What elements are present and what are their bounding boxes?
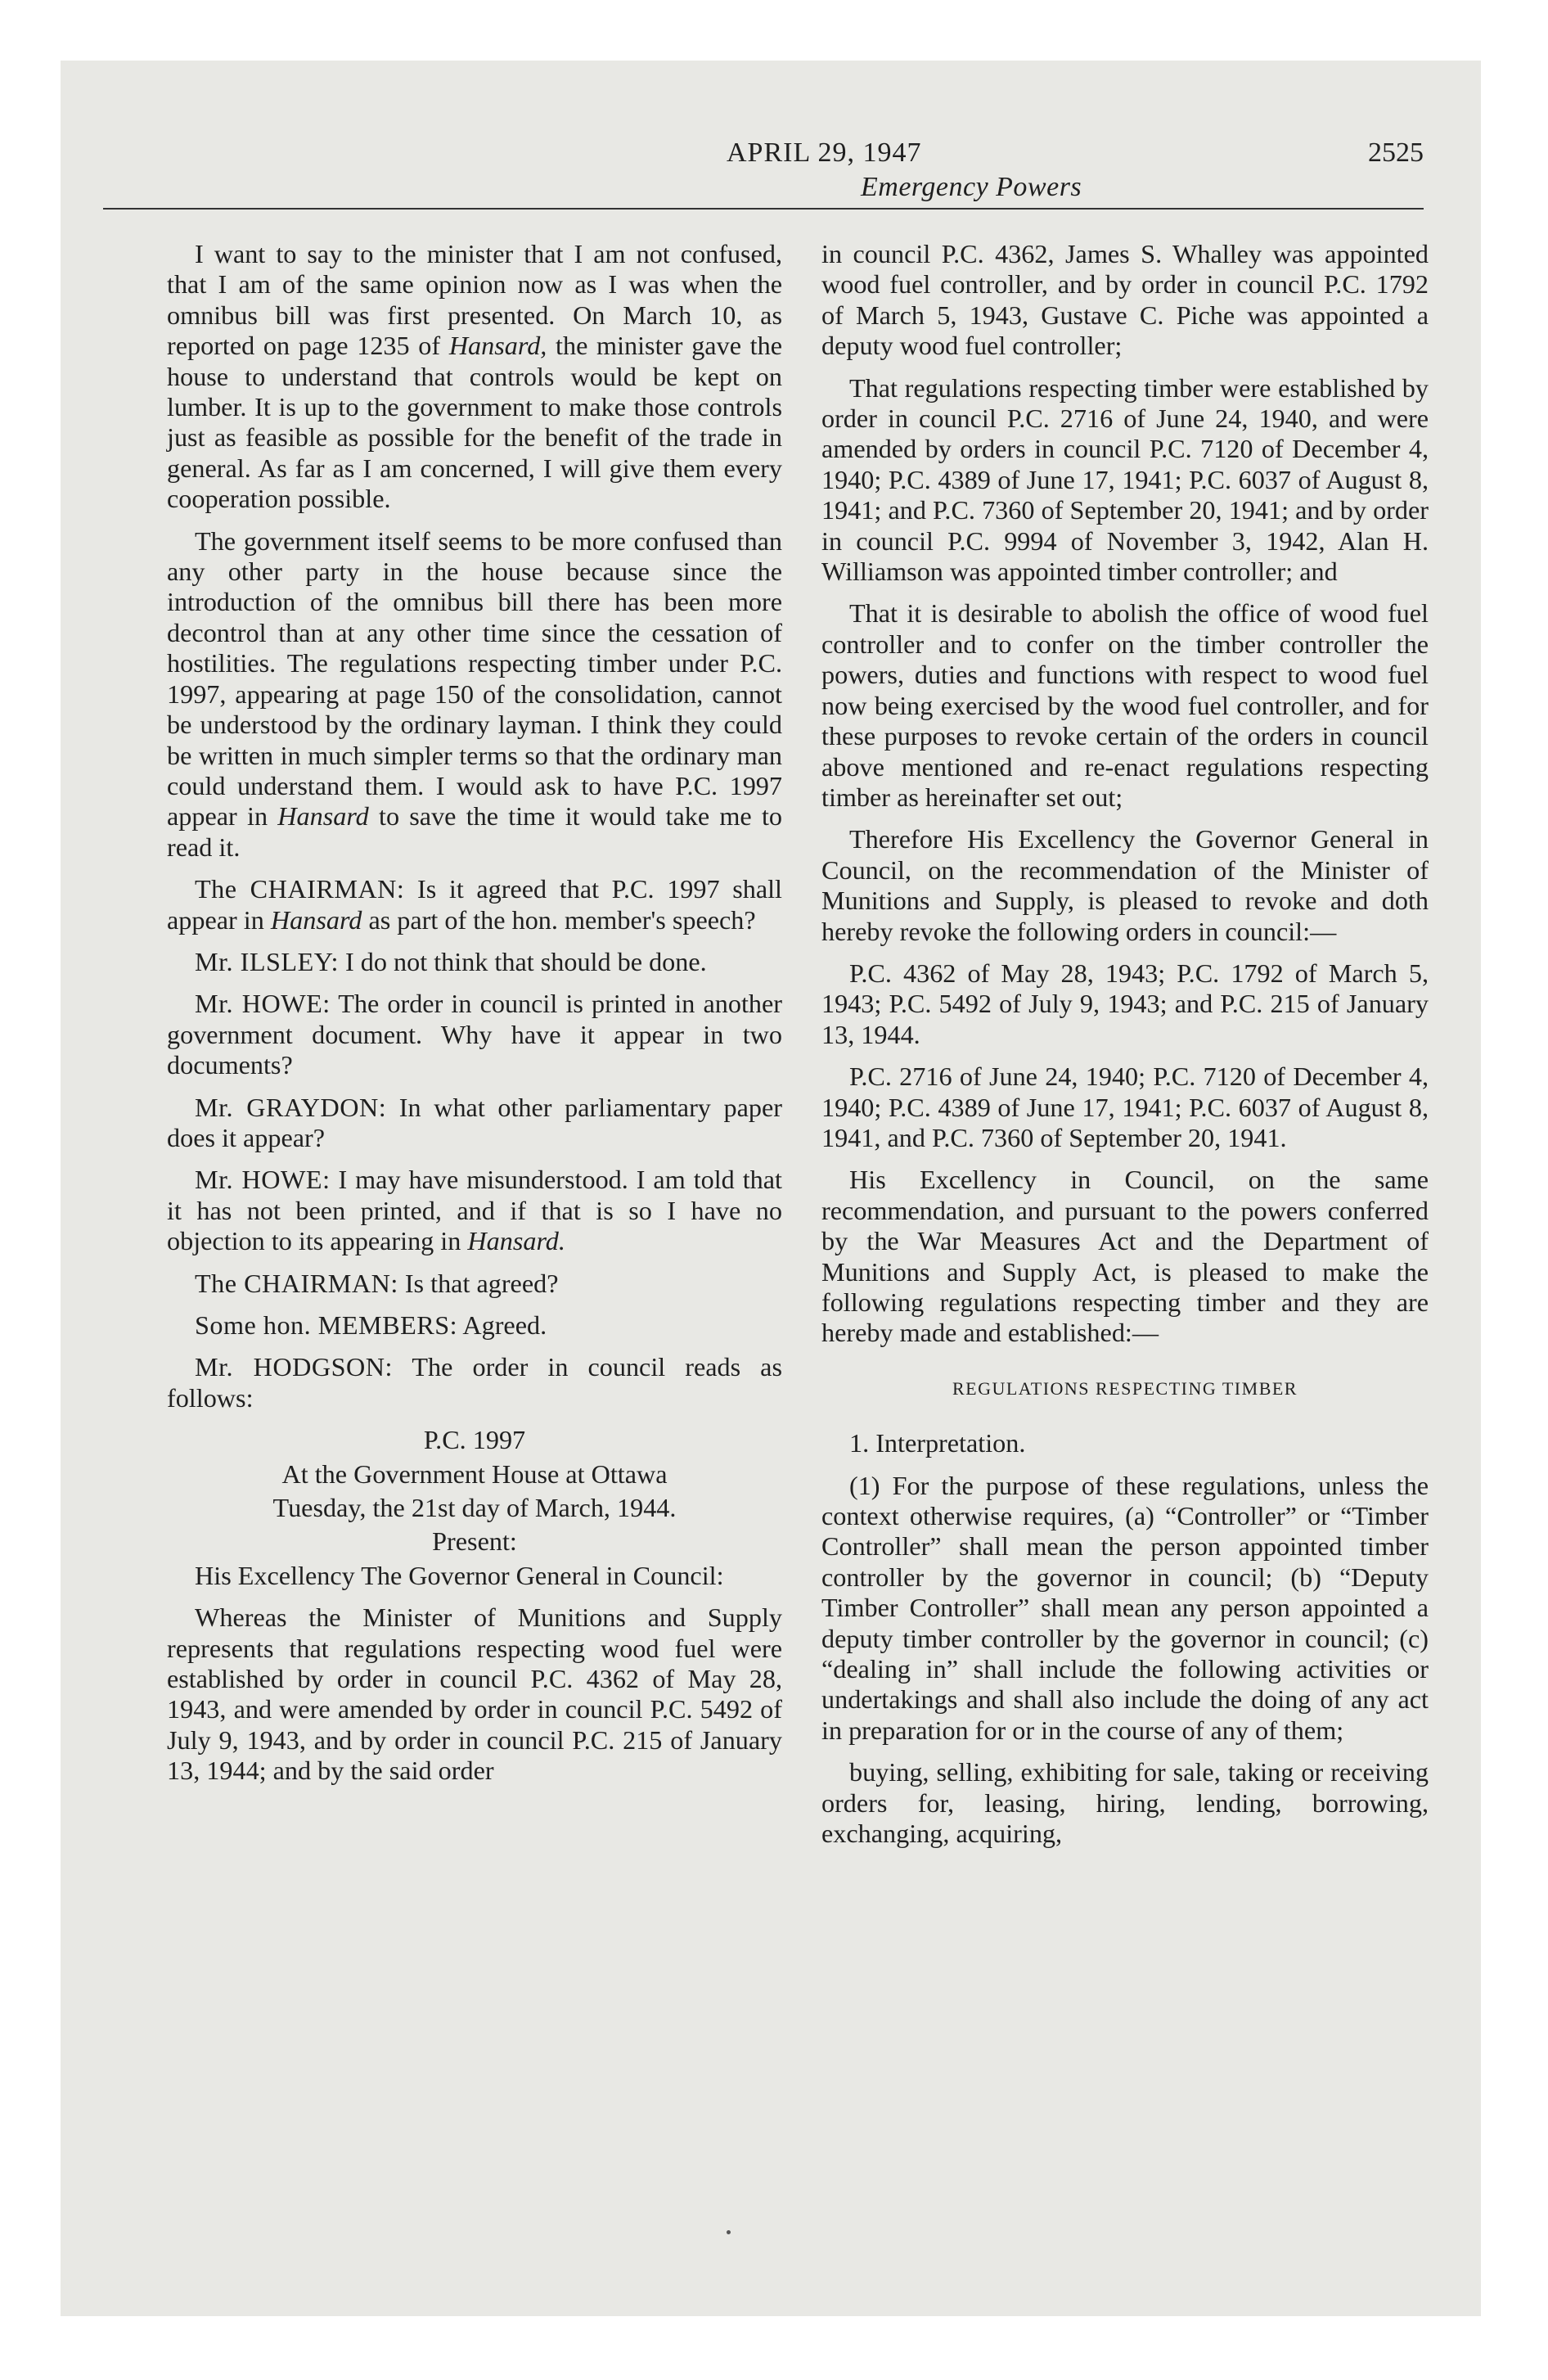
order-present: Present: <box>432 1526 517 1557</box>
paragraph: That regulations respecting timber were established by order in council P.C. 2716 of June 24, 1940, and were amended by orders in council P.C. 7120 of December 4, 1940; P.C. 4389 of June 17, 1941; P.C. 6037 of August 8, 1941; and P.C. 7360 of September 20, 1941; and by order in council P.C. 9994 of November 3, 1942, Alan H. Williamson was appointed timber controller; and <box>821 372 1429 587</box>
speech-members: Some hon. MEMBERS: Agreed. <box>195 1310 547 1340</box>
page-number: 2525 <box>1368 137 1424 168</box>
paragraph: P.C. 4362 of May 28, 1943; P.C. 1792 of March 5, 1943; P.C. 5492 of July 9, 1943; and P.C. 215 of January 13, 1944. <box>821 958 1429 1049</box>
speech-chairman: The CHAIRMAN: Is it agreed that P.C. 1997 shall appear in Hansard as part of the hon. member's speech? <box>167 874 782 935</box>
right-column <box>821 239 1429 1861</box>
header-date: APRIL 29, 1947 <box>727 137 922 168</box>
order-date: Tuesday, the 21st day of March, 1944. <box>272 1493 677 1523</box>
paragraph: (1) For the purpose of these regulations, unless the context otherwise requires, (a) “Controller” or “Timber Controller” shall mean the person appointed timber controller by the governor in council; (b) “Deputy Timber Controller” shall mean any person appointed a deputy timber controller by the governor in council; (c) “dealing in” shall include the following activities or undertakings and shall also include the doing of any act in preparation for or in the course of any of them; <box>821 1470 1429 1745</box>
paragraph: in council P.C. 4362, James S. Whalley was appointed wood fuel controller, and by order in council P.C. 1792 of March 5, 1943, Gustave C. Piche was appointed a deputy wood fuel controller; <box>821 239 1429 361</box>
order-whereas: Whereas the Minister of Munitions and Supply represents that regulations respecting wood fuel were established by order in council P.C. 4362 of May 28, 1943, and were amended by order in council P.C. 5492 of July 9, 1943, and by order in council P.C. 215 of January 13, 1944; and by the said order <box>167 1602 782 1786</box>
page-dot <box>727 2230 731 2234</box>
section-title: Emergency Powers <box>861 172 1082 202</box>
speech-chairman: The CHAIRMAN: Is that agreed? <box>195 1268 559 1298</box>
paragraph: The government itself seems to be more confused than any other party in the house because since the introduction of the omnibus bill there has been more decontrol than at any other time since the cessation of hostilities. The regulations respecting timber under P.C. 1997, appearing at page 150 of the consolidation, cannot be understood by the ordinary layman. I think they could be written in much simpler terms so that the ordinary man could understand them. I would ask to have P.C. 1997 appear in Hansard to save the time it would take me to read it. <box>167 525 782 862</box>
speech-graydon: Mr. GRAYDON: In what other parliamentary paper does it appear? <box>167 1092 782 1152</box>
order-title: P.C. 1997 <box>423 1425 526 1455</box>
speech-hodgson: Mr. HODGSON: The order in council reads as follows: <box>167 1352 782 1413</box>
header-rule <box>103 208 1424 210</box>
paragraph: His Excellency in Council, on the same recommendation, and pursuant to the powers conferred by the War Measures Act and the Department of Munitions and Supply Act, is pleased to make the following regulations respecting timber and they are hereby made and established:— <box>821 1165 1429 1348</box>
speech-howe: Mr. HOWE: I may have misunderstood. I am told that it has not been printed, and if that is so I have no objection to its appearing in Hansard. <box>167 1165 782 1256</box>
page-header <box>103 75 1424 206</box>
speech-howe: Mr. HOWE: The order in council is printed in another government document. Why have it appear in two documents? <box>167 989 782 1080</box>
paragraph: I want to say to the minister that I am not confused, that I am of the same opinion now as I was when the omnibus bill was first presented. On March 10, as reported on page 1235 of Hansard, the minister gave the house to understand that controls would be kept on lumber. It is up to the government to make those controls just as feasible as possible for the benefit of the trade in general. As far as I am concerned, I will give them every cooperation possible. <box>167 239 782 514</box>
speech-ilsley: Mr. ILSLEY: I do not think that should be done. <box>195 946 707 976</box>
order-place: At the Government House at Ottawa <box>281 1458 668 1489</box>
paragraph: buying, selling, exhibiting for sale, taking or receiving orders for, leasing, hiring, lending, borrowing, exchanging, acquiring, <box>821 1757 1429 1849</box>
paragraph: Therefore His Excellency the Governor General in Council, on the recommendation of the Minister of Munitions and Supply, is pleased to revoke and doth hereby revoke the following orders in council:— <box>821 824 1429 946</box>
left-column <box>167 239 782 1798</box>
section-interpretation: 1. Interpretation. <box>849 1428 1026 1458</box>
regulations-heading: REGULATIONS RESPECTING TIMBER <box>952 1377 1298 1399</box>
paragraph: That it is desirable to abolish the office of wood fuel controller and to confer on the timber controller the powers, duties and functions with respect to wood fuel now being exercised by the wood fuel controller, and for these purposes to revoke certain of the orders in council above mentioned and re-enact regulations respecting timber as hereinafter set out; <box>821 598 1429 812</box>
paragraph: P.C. 2716 of June 24, 1940; P.C. 7120 of December 4, 1940; P.C. 4389 of June 17, 1941; P.C. 6037 of August 8, 1941, and P.C. 7360 of September 20, 1941. <box>821 1062 1429 1152</box>
order-his-excellency: His Excellency The Governor General in Council: <box>195 1560 724 1590</box>
